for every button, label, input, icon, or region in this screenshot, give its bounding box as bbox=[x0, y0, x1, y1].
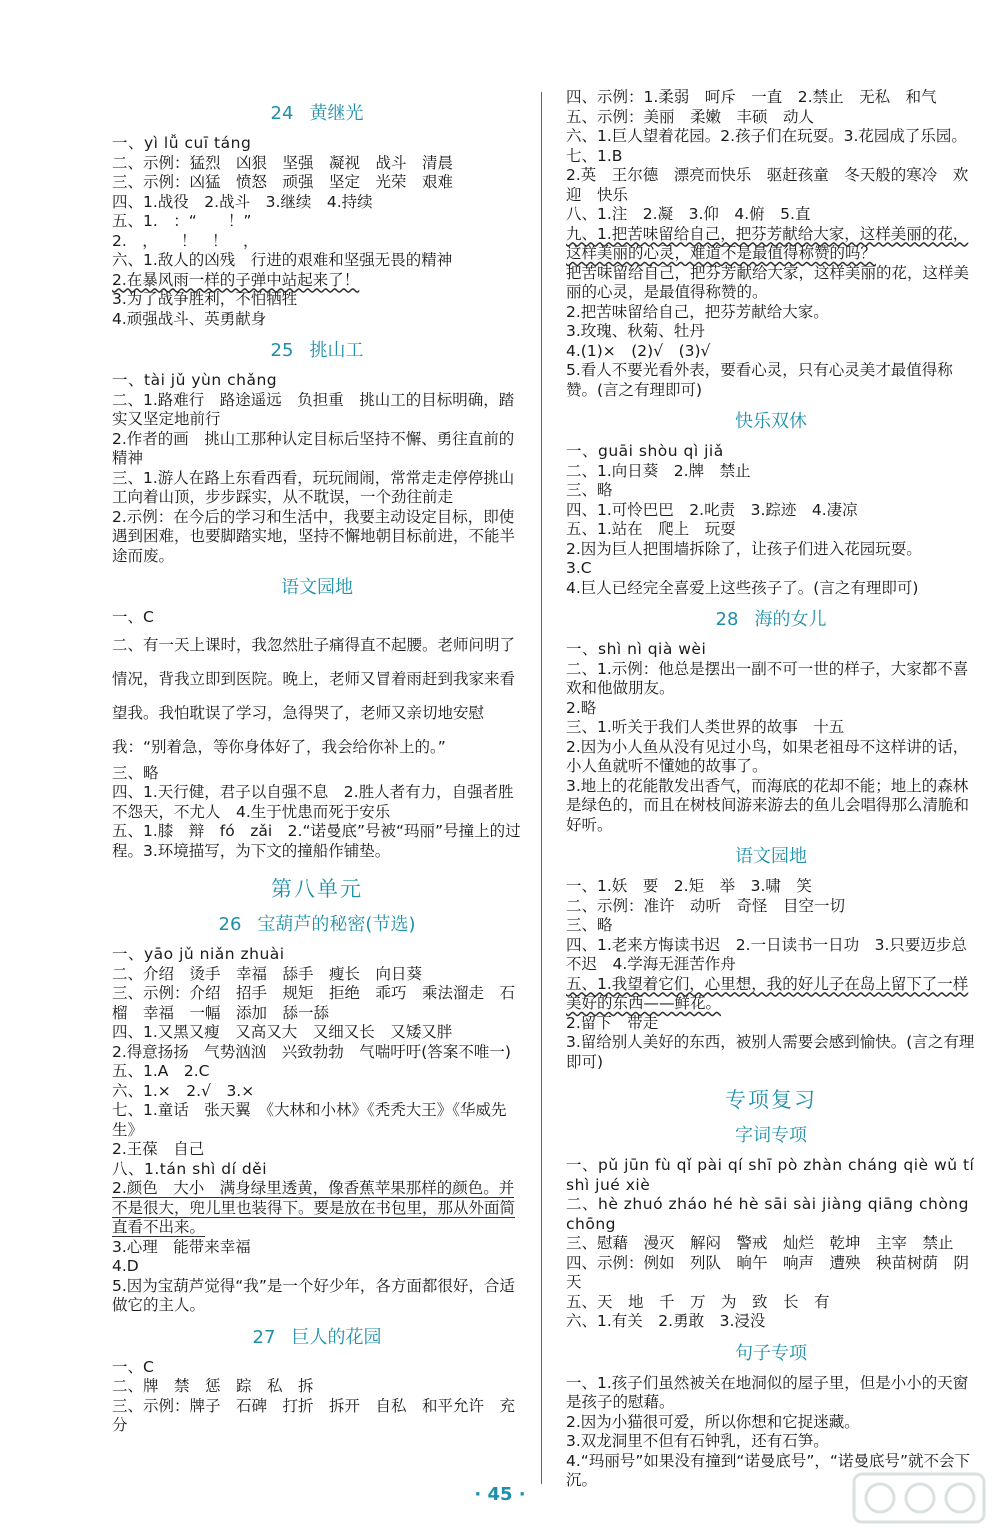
answer-line: 一、shì nì qià wèi bbox=[566, 640, 707, 658]
section-heading: 语文园地 bbox=[281, 577, 353, 598]
answer-block-25 bbox=[112, 371, 522, 566]
answer-line: 一、yì lǚ cuī táng bbox=[112, 134, 252, 152]
answer-line: 一、1.孩子们虽然被关在地洞似的屋子里，但是小小的天窗是孩子的慰藉。 bbox=[566, 1373, 969, 1411]
answer-line: 五、天 地 千 万 为 致 长 有 bbox=[566, 1292, 830, 1311]
answer-block-26 bbox=[112, 945, 522, 1316]
answer-line: 一、yāo jǔ niǎn zhuài bbox=[112, 945, 285, 963]
answer-line: 2.示例：在今后的学习和生活中，我要主动设定目标，即使遇到困难，也要脚踏实地，坚持不懈地朝目标前进，不能半途而废。 bbox=[112, 507, 516, 565]
section-heading: 句子专项 bbox=[735, 1342, 807, 1364]
section-heading: 挑山工 bbox=[309, 340, 364, 361]
answer-line: 2.因为小人鱼从没有见过小鸟，如果老祖母不这样讲的话，小人鱼就听不懂她的故事了。 bbox=[566, 737, 969, 775]
answer-line: 3.C bbox=[566, 559, 592, 577]
unit-heading: 第八单元 bbox=[271, 877, 363, 901]
answer-line: 三、略 bbox=[112, 763, 159, 782]
answer-line: 一、pǔ jūn fù qǐ pài qí shī pò zhàn cháng qiè wǔ tí shì jué xiè bbox=[566, 1156, 980, 1194]
section-heading: 语文园地 bbox=[735, 846, 807, 867]
answer-line: 五、1.膝 辩 fó zǎi 2.“诺曼底”号被“玛丽”号撞上的过程。3.环境描写，为下文的撞船作铺垫。 bbox=[112, 822, 521, 860]
section-title-sentences bbox=[566, 1342, 976, 1366]
answer-line: 4.顽强战斗、英勇献身 bbox=[112, 309, 267, 328]
answer-line: 3.为了战争胜利，不怕牺牲 bbox=[112, 290, 298, 308]
section-number: 25 bbox=[270, 340, 294, 361]
answer-line: 六、1.巨人望着花园。2.孩子们在玩耍。3.花园成了乐园。 bbox=[566, 127, 967, 145]
answer-line: 五、1.A 2.C bbox=[112, 1062, 210, 1080]
answer-line: 3.地上的花能散发出香气，而海底的花却不能；地上的森林是绿色的，而且在树枝间游来游去的鱼儿会唱得那么清脆和好听。 bbox=[566, 776, 970, 834]
answer-line-underlined: 2.颜色 大小 满身绿里透黄，像香蕉苹果那样的颜色。并不是很大，兜儿里也装得下。要是放在书包里，那从外面简直看不出来。 bbox=[112, 1179, 516, 1236]
answer-block-garden-1 bbox=[112, 608, 530, 861]
answer-line: 四、1.战役 2.战斗 3.继续 4.持续 bbox=[112, 192, 373, 211]
section-number: 26 bbox=[218, 914, 242, 935]
answer-line: 四、1.天行健，君子以自强不息 2.胜人者有力，自强者胜 不怨天，不尤人 4.生于忧患而死于安乐 bbox=[112, 783, 530, 821]
section-title-garden-1 bbox=[112, 576, 522, 600]
answer-block-garden-2 bbox=[566, 877, 976, 1072]
answer-line: 二、介绍 烫手 幸福 舔手 瘦长 向日葵 bbox=[112, 964, 423, 983]
answer-line: 二、牌 禁 惩 踪 私 拆 bbox=[112, 1377, 314, 1395]
section-heading: 快乐双休 bbox=[735, 411, 807, 432]
answer-line: 五、1.站在 爬上 玩耍 bbox=[566, 520, 736, 538]
section-title-27 bbox=[112, 1326, 522, 1350]
answer-line: 六、1.敌人的凶残 行进的艰难和坚强无畏的精神 bbox=[112, 251, 453, 269]
left-column bbox=[112, 92, 530, 1436]
answer-line: 二、1.路难行 路途遥远 负担重 挑山工的目标明确，踏实又坚定地前行 bbox=[112, 390, 515, 428]
answer-line: 一、tài jǔ yùn chǎng bbox=[112, 371, 278, 389]
answer-line: 四、1.又黑又瘦 又高又大 又细又长 又矮又胖 bbox=[112, 1023, 453, 1041]
answer-line: 四、1.老来方悔读书迟 2.一日读书一日功 3.只要迈步总不迟 4.学海无涯苦作舟 bbox=[566, 935, 967, 973]
answer-block-words bbox=[566, 1156, 980, 1332]
answer-line: 六、1.× 2.√ 3.× bbox=[112, 1081, 255, 1100]
answer-line: 5.看人不要光看外表，要看心灵，只有心灵美才最值得称赞。(言之有理即可) bbox=[566, 361, 953, 399]
section-number: 27 bbox=[252, 1326, 276, 1348]
answer-line: 2. ， ！ ！ ， bbox=[112, 231, 259, 250]
answer-block-happy-weekend bbox=[566, 442, 976, 598]
section-heading: 巨人的花园 bbox=[291, 1326, 382, 1348]
answer-line: 七、1.B bbox=[566, 146, 623, 165]
answer-line: 三、1.听关于我们人类世界的故事 十五 bbox=[566, 718, 845, 736]
section-number: 24 bbox=[270, 103, 294, 124]
answer-line: 2.王葆 自己 bbox=[112, 1140, 205, 1158]
section-title-garden-2 bbox=[566, 845, 976, 869]
answer-line: 一、C bbox=[112, 1357, 154, 1376]
answer-line: 一、C bbox=[112, 608, 154, 626]
answer-line: 八、1.注 2.凝 3.仰 4.俯 5.直 bbox=[566, 205, 811, 223]
answer-line: 5.因为宝葫芦觉得“我”是一个好少年，各方面都很好，合适做它的主人。 bbox=[112, 1276, 515, 1314]
answer-line: 三、慰藉 漫灭 解闷 警戒 灿烂 乾坤 主宰 禁止 bbox=[566, 1234, 954, 1252]
answer-line: 2.因为巨人把围墙拆除了，让孩子们进入花园玩耍。 bbox=[566, 539, 922, 558]
answer-line: 三、示例：凶猛 愤怒 顽强 坚定 光荣 艰难 bbox=[112, 173, 454, 191]
answer-line: 二、示例：猛烈 凶狠 坚强 凝视 战斗 清晨 bbox=[112, 153, 454, 172]
answer-line: 4.D bbox=[112, 1257, 139, 1275]
unit-title bbox=[112, 877, 522, 901]
answer-line: 2.把苦味留给自己，把芬芳献给大家。 bbox=[566, 302, 829, 321]
answer-line: 四、1.可怜巴巴 2.叱责 3.踪迹 4.凄凉 bbox=[566, 500, 858, 519]
answer-line: 把苦味留给自己，把芬芳献给大家，这样美丽的花，这样美丽的心灵，是最值得称赞的。 bbox=[566, 263, 970, 301]
answer-line: 三、略 bbox=[566, 481, 613, 499]
answer-line: 七、1.童话 张天翼 《大林和小林》《秃秃大王》《华威先生》 bbox=[112, 1101, 507, 1139]
answer-line: 五、示例：美丽 柔嫩 丰硕 动人 bbox=[566, 107, 815, 126]
answer-line: 2.作者的画 挑山工那种认定目标后坚持不懈、勇往直前的精神 bbox=[112, 429, 515, 467]
answer-line: 4.(1)× (2)√ (3)√ bbox=[566, 341, 711, 360]
answer-line: 二、示例：准许 动听 奇怪 目空一切 bbox=[566, 896, 846, 915]
section-heading: 海的女儿 bbox=[754, 609, 827, 630]
answer-line: 四、示例：例如 列队 晌午 响声 遭殃 秧苗树荫 阴天 bbox=[566, 1253, 970, 1291]
answer-line: 二、hè zhuó zháo hé hè sāi sài jiàng qiāng chòng chōng bbox=[566, 1195, 975, 1233]
answer-line: 三、略 bbox=[566, 916, 613, 934]
review-heading: 专项复习 bbox=[725, 1088, 817, 1112]
section-title-26 bbox=[112, 913, 522, 937]
answer-block-24 bbox=[112, 134, 522, 329]
answer-block-28 bbox=[566, 640, 976, 835]
answer-line: 4.“玛丽号”如果没有撞到“诺曼底号”，“诺曼底号”就不会下沉。 bbox=[566, 1451, 970, 1489]
answer-line: 八、1.tán shì dí děi bbox=[112, 1159, 268, 1178]
answer-line: 三、示例：介绍 招手 规矩 拒绝 乖巧 乘法溜走 石榴 幸福 一幅 添加 舔一舔 bbox=[112, 984, 516, 1022]
answer-line: 4.巨人已经完全喜爱上这些孩子了。(言之有理即可) bbox=[566, 578, 919, 597]
watermark-logo bbox=[850, 1468, 990, 1528]
section-title-28 bbox=[566, 608, 976, 632]
answer-line: 三、示例：牌子 石碑 打折 拆开 自私 和平允许 充分 bbox=[112, 1396, 516, 1434]
right-column bbox=[566, 88, 980, 1491]
answer-line-underlined: 2.在暴风雨一样的子弹中站起来了！ bbox=[112, 270, 360, 289]
answer-line: 二、1.向日葵 2.牌 禁止 bbox=[566, 461, 751, 480]
answer-line: 四、示例：1.柔弱 呵斥 一直 2.禁止 无私 和气 bbox=[566, 88, 937, 106]
page-number: · 45 · bbox=[474, 1484, 526, 1505]
answer-line-underlined: 五、1.我望着它们，心里想，我的好儿子在岛上留下了一样美好的东西——鲜花。 bbox=[566, 974, 969, 1012]
answer-line: 3.留给别人美好的东西，被别人需要会感到愉快。(言之有理即可) bbox=[566, 1033, 975, 1071]
answer-line: 六、1.有关 2.勇敢 3.浸没 bbox=[566, 1312, 766, 1330]
answer-block-27 bbox=[112, 1358, 522, 1436]
section-heading: 黄继光 bbox=[309, 103, 364, 124]
section-title-words bbox=[566, 1124, 976, 1148]
section-title-24 bbox=[112, 102, 522, 126]
answer-block-27-continued bbox=[566, 88, 976, 400]
section-number: 28 bbox=[715, 609, 739, 630]
answer-line: 三、1.游人在路上东看西看，玩玩闹闹，常常走走停停挑山工向着山顶，步步踩实，从不耽误，一个劲往前走 bbox=[112, 468, 515, 506]
answer-line: 3.心理 能带来幸福 bbox=[112, 1237, 251, 1256]
answer-line: 2.留下 带走 bbox=[566, 1013, 659, 1032]
section-heading: 宝葫芦的秘密(节选) bbox=[257, 914, 416, 935]
section-title-happy-weekend bbox=[566, 410, 976, 434]
column-divider bbox=[541, 92, 542, 1484]
section-heading: 字词专项 bbox=[735, 1125, 807, 1146]
answer-line: 一、1.妖 要 2.矩 举 3.啸 笑 bbox=[566, 877, 812, 895]
section-title-25 bbox=[112, 339, 522, 363]
answer-line: 2.英 王尔德 漂亮而快乐 驱赶孩童 冬天般的寒冷 欢迎 快乐 bbox=[566, 166, 969, 204]
answer-line: 五、1. ：“ ！” bbox=[112, 212, 252, 230]
answer-line-underlined: 九、1.把苦味留给自己，把芬芳献给大家，这样美丽的花，这样美丽的心灵，难道不是最值得称赞的吗？ bbox=[566, 224, 969, 262]
answer-line: 2.得意扬扬 气势汹汹 兴致勃勃 气喘吁吁(答案不唯一) bbox=[112, 1042, 511, 1061]
answer-line: 2.略 bbox=[566, 698, 597, 717]
answer-line-corrected-passage: 二、有一天上课时，我忽然肚子痛得直不起腰。老师问明了情况，背我立即到医院。晚上，老师又冒着雨赶到我家来看望我。我怕耽误了学习，急得哭了，老师又亲切地安慰我：“别着急，等你身体好了，我会给你补上的。” bbox=[112, 635, 516, 756]
answer-line: 二、1.示例：他总是摆出一副不可一世的样子，大家都不喜欢和他做朋友。 bbox=[566, 659, 969, 697]
review-title bbox=[566, 1088, 976, 1112]
answer-line: 3.玫瑰、秋菊、牡丹 bbox=[566, 322, 705, 340]
answer-line: 2.因为小猫很可爱，所以你想和它捉迷藏。 bbox=[566, 1412, 860, 1431]
answer-line: 一、guāi shòu qì jiǎ bbox=[566, 442, 724, 460]
answer-line: 3.双龙洞里不但有石钟乳，还有石笋。 bbox=[566, 1432, 829, 1450]
